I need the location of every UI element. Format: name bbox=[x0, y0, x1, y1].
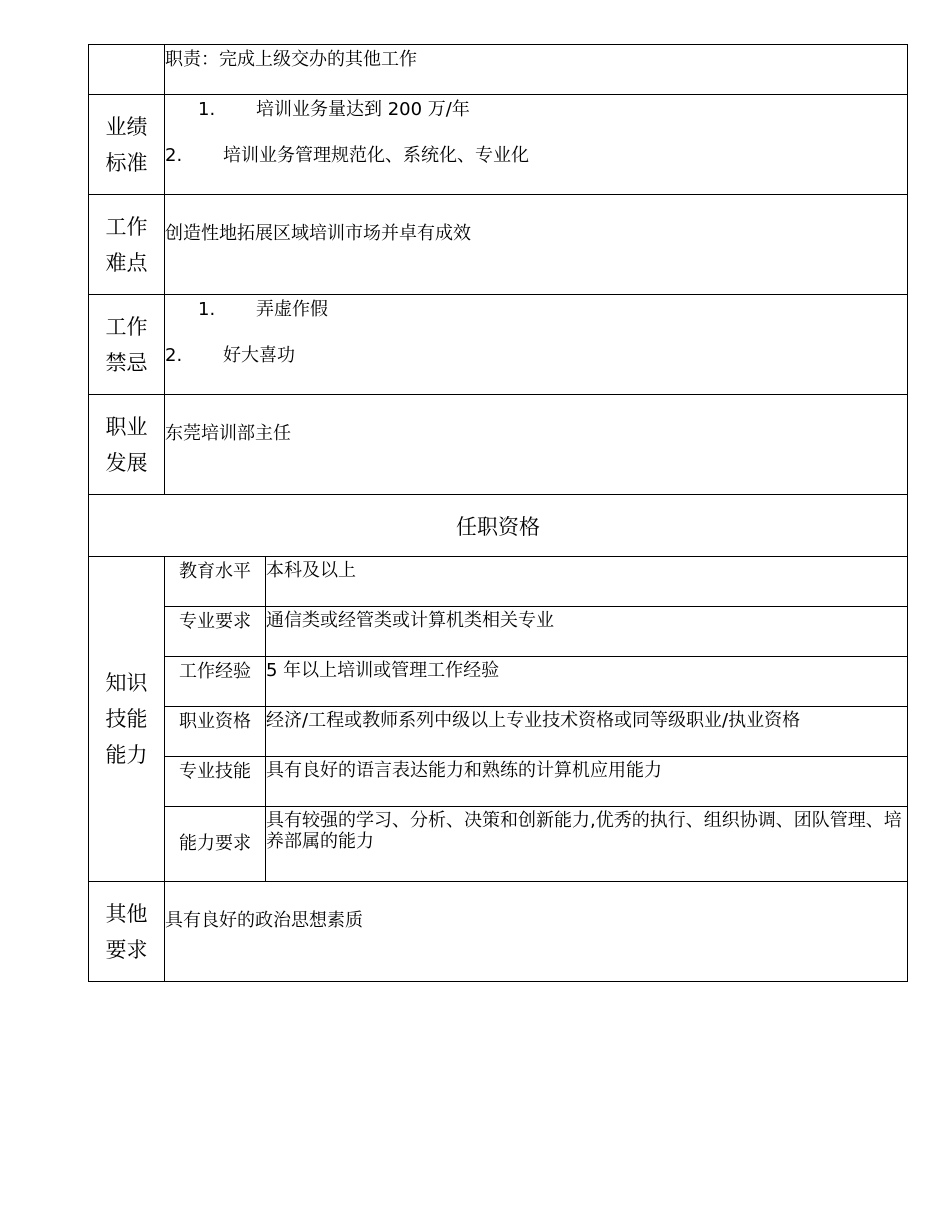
other-row bbox=[89, 882, 908, 982]
list-item bbox=[165, 144, 907, 168]
difficulty-row bbox=[89, 195, 908, 295]
duty-row bbox=[89, 45, 908, 95]
qualification-label: 工作经验 bbox=[165, 657, 266, 707]
difficulty-label-line2: 难点 bbox=[105, 250, 148, 275]
list-item-text: 好大喜功 bbox=[223, 345, 295, 366]
performance-content-cell bbox=[165, 95, 908, 195]
career-content-cell bbox=[165, 395, 908, 495]
qualification-row bbox=[89, 657, 908, 707]
qualification-row bbox=[89, 757, 908, 807]
qualification-value: 通信类或经管类或计算机类相关专业 bbox=[266, 607, 908, 657]
other-label-line2: 要求 bbox=[105, 937, 148, 962]
difficulty-content-cell bbox=[165, 195, 908, 295]
qualification-title: 任职资格 bbox=[89, 495, 908, 557]
performance-row bbox=[89, 95, 908, 195]
qualification-value: 5 年以上培训或管理工作经验 bbox=[266, 657, 908, 707]
duty-label-cell bbox=[89, 45, 165, 95]
job-description-sheet bbox=[88, 44, 907, 982]
list-item-number: 2. bbox=[165, 145, 183, 166]
duty-text: 职责：完成上级交办的其他工作 bbox=[165, 49, 417, 70]
performance-label-line1: 业绩 bbox=[105, 114, 148, 139]
other-label-line1: 其他 bbox=[105, 901, 148, 926]
qualification-group-label-line3: 能力 bbox=[105, 743, 148, 767]
qualification-row bbox=[89, 707, 908, 757]
qualification-group-label-cell bbox=[89, 557, 165, 882]
taboo-row bbox=[89, 295, 908, 395]
qualification-label: 专业要求 bbox=[165, 607, 266, 657]
list-item-number: 2. bbox=[165, 345, 183, 366]
qualification-row bbox=[89, 807, 908, 882]
career-label-line1: 职业 bbox=[105, 414, 148, 439]
list-item bbox=[165, 95, 907, 122]
taboo-label-cell bbox=[89, 295, 165, 395]
taboo-content-cell bbox=[165, 295, 908, 395]
other-text: 具有良好的政治思想素质 bbox=[165, 910, 363, 931]
performance-label-line2: 标准 bbox=[105, 150, 148, 175]
career-text: 东莞培训部主任 bbox=[165, 423, 291, 444]
other-content-cell bbox=[165, 882, 908, 982]
qualification-title-row bbox=[89, 495, 908, 557]
qualification-value: 经济/工程或教师系列中级以上专业技术资格或同等级职业/执业资格 bbox=[266, 707, 908, 757]
qualification-row bbox=[89, 607, 908, 657]
qualification-label: 专业技能 bbox=[165, 757, 266, 807]
performance-label-cell bbox=[89, 95, 165, 195]
list-item-text: 培训业务量达到 200 万/年 bbox=[256, 99, 470, 120]
list-item-number: 1. bbox=[198, 99, 216, 120]
other-label-cell bbox=[89, 882, 165, 982]
difficulty-label-line1: 工作 bbox=[105, 214, 148, 239]
qualification-label: 职业资格 bbox=[165, 707, 266, 757]
career-label-line2: 发展 bbox=[105, 450, 148, 475]
qualification-label: 能力要求 bbox=[165, 807, 266, 882]
list-item bbox=[165, 344, 907, 368]
list-item bbox=[165, 295, 907, 322]
qualification-value: 具有良好的语言表达能力和熟练的计算机应用能力 bbox=[266, 757, 908, 807]
qualification-row bbox=[89, 557, 908, 607]
qualification-label: 教育水平 bbox=[165, 557, 266, 607]
list-item-number: 1. bbox=[198, 299, 216, 320]
job-description-table bbox=[88, 44, 908, 982]
qualification-value: 具有较强的学习、分析、决策和创新能力,优秀的执行、组织协调、团队管理、培养部属的能力 bbox=[266, 807, 908, 882]
career-row bbox=[89, 395, 908, 495]
qualification-group-label-line1: 知识 bbox=[105, 671, 148, 695]
list-item-text: 培训业务管理规范化、系统化、专业化 bbox=[223, 145, 529, 166]
qualification-group-label-line2: 技能 bbox=[105, 707, 148, 731]
qualification-value: 本科及以上 bbox=[266, 557, 908, 607]
taboo-label-line2: 禁忌 bbox=[105, 350, 148, 375]
duty-content-cell bbox=[165, 45, 908, 95]
list-item-text: 弄虚作假 bbox=[256, 299, 328, 320]
difficulty-text: 创造性地拓展区域培训市场并卓有成效 bbox=[165, 223, 471, 244]
difficulty-label-cell bbox=[89, 195, 165, 295]
taboo-label-line1: 工作 bbox=[105, 314, 148, 339]
career-label-cell bbox=[89, 395, 165, 495]
